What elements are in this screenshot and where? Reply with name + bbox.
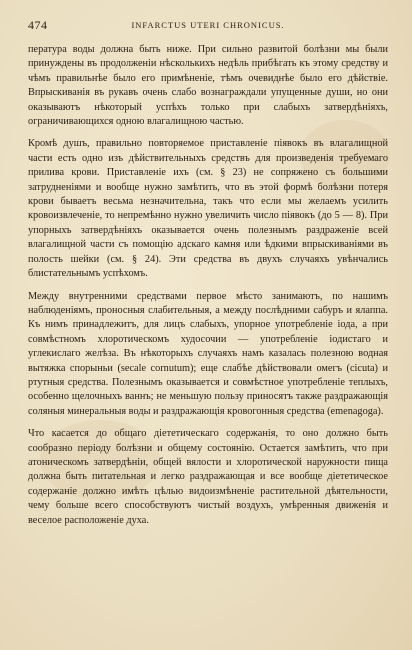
page-number: 474 xyxy=(28,18,48,32)
running-title: INFARCTUS UTERI CHRONICUS. xyxy=(131,20,285,30)
paragraph: пература воды должна быть ниже. При сильно развитой болѣзни мы были принуждены въ продолженіи нѣсколькихъ недѣль прибѣгать къ этому средству и чѣмъ правильнѣе было его примѣненіе, тѣмъ очевиднѣе было его дѣйствіе. Впрыскиванія въ рукавъ очень слабо вознаграждали упущенные души, но они оказываютъ нѣкоторый успѣхъ только при слабыхъ затвердѣніяхъ, ограничивающихся одною влагалищною частью. xyxy=(28,44,388,128)
paragraph: Кромѣ душъ, правильно повторяемое приставленіе піявокъ въ влагалищной части есть одно изъ дѣйствительныхъ средствъ для произведенія требуемаго прилива крови. Приставленіе ихъ (см. § 23) не сопряжено съ большими затрудненіями и вообще нужно замѣтить, что въ этой формѣ болѣзни потеря крови бываетъ весьма незначительна, такъ что если мы желаемъ усилить кровоизвлеченіе, то непремѣнно нужно увеличить число піявокъ (до 5 — 8). При упорныхъ затвердѣніяхъ оказывается очень полезнымъ раздраженіе всей влагалищной части съ помощію адскаго камня или ѣдкими впрыскиваніями въ полость шейки (см. § 24). Эти средства въ двухъ случаяхъ увѣнчались блистательнымъ успѣхомъ. xyxy=(28,138,388,280)
paragraph: Что касается до общаго діететическаго содержанія, то оно должно быть сообразно періоду болѣзни и общему состоянію. Остается замѣтить, что при атоническомъ затвердѣніи, общей вялости и хлоротической наружности пища должна быть питательная и легко раздражающая и все вообще діететическое содержаніе должно имѣть цѣлью видоизмѣненіе растительной дѣятельности, чему больше всего способствуютъ чистый воздухъ, умѣренныя движенія и веселое расположеніе духа. xyxy=(28,428,388,526)
page-header xyxy=(28,18,388,34)
paragraph: Между внутренними средствами первое мѣсто занимаютъ, по нашимъ наблюденіямъ, проносныя слабительныя, а между послѣдними сабуръ и ялаппа. Къ нимъ принадлежитъ, для лицъ слабыхъ, упорное употребленіе іода, а при совмѣстномъ хлоротическомъ худосочии — употребленіе іодистаго и углекислаго желѣза. Въ нѣкоторыхъ случаяхъ намъ казалась полезною водная вытяжка спорыньи (secale cornutum); еще слабѣе дѣйствовали омегъ (cicuta) и ртутныя средства. Полезнымъ оказывается и совмѣстное употребленіе теплыхъ, особенно щелочныхъ ваннъ; не меньшую пользу приносятъ также раздражающія соляныя минеральныя воды и раздражающія кровогонныя средства (emenagoga). xyxy=(28,290,388,417)
body-text xyxy=(28,43,388,536)
